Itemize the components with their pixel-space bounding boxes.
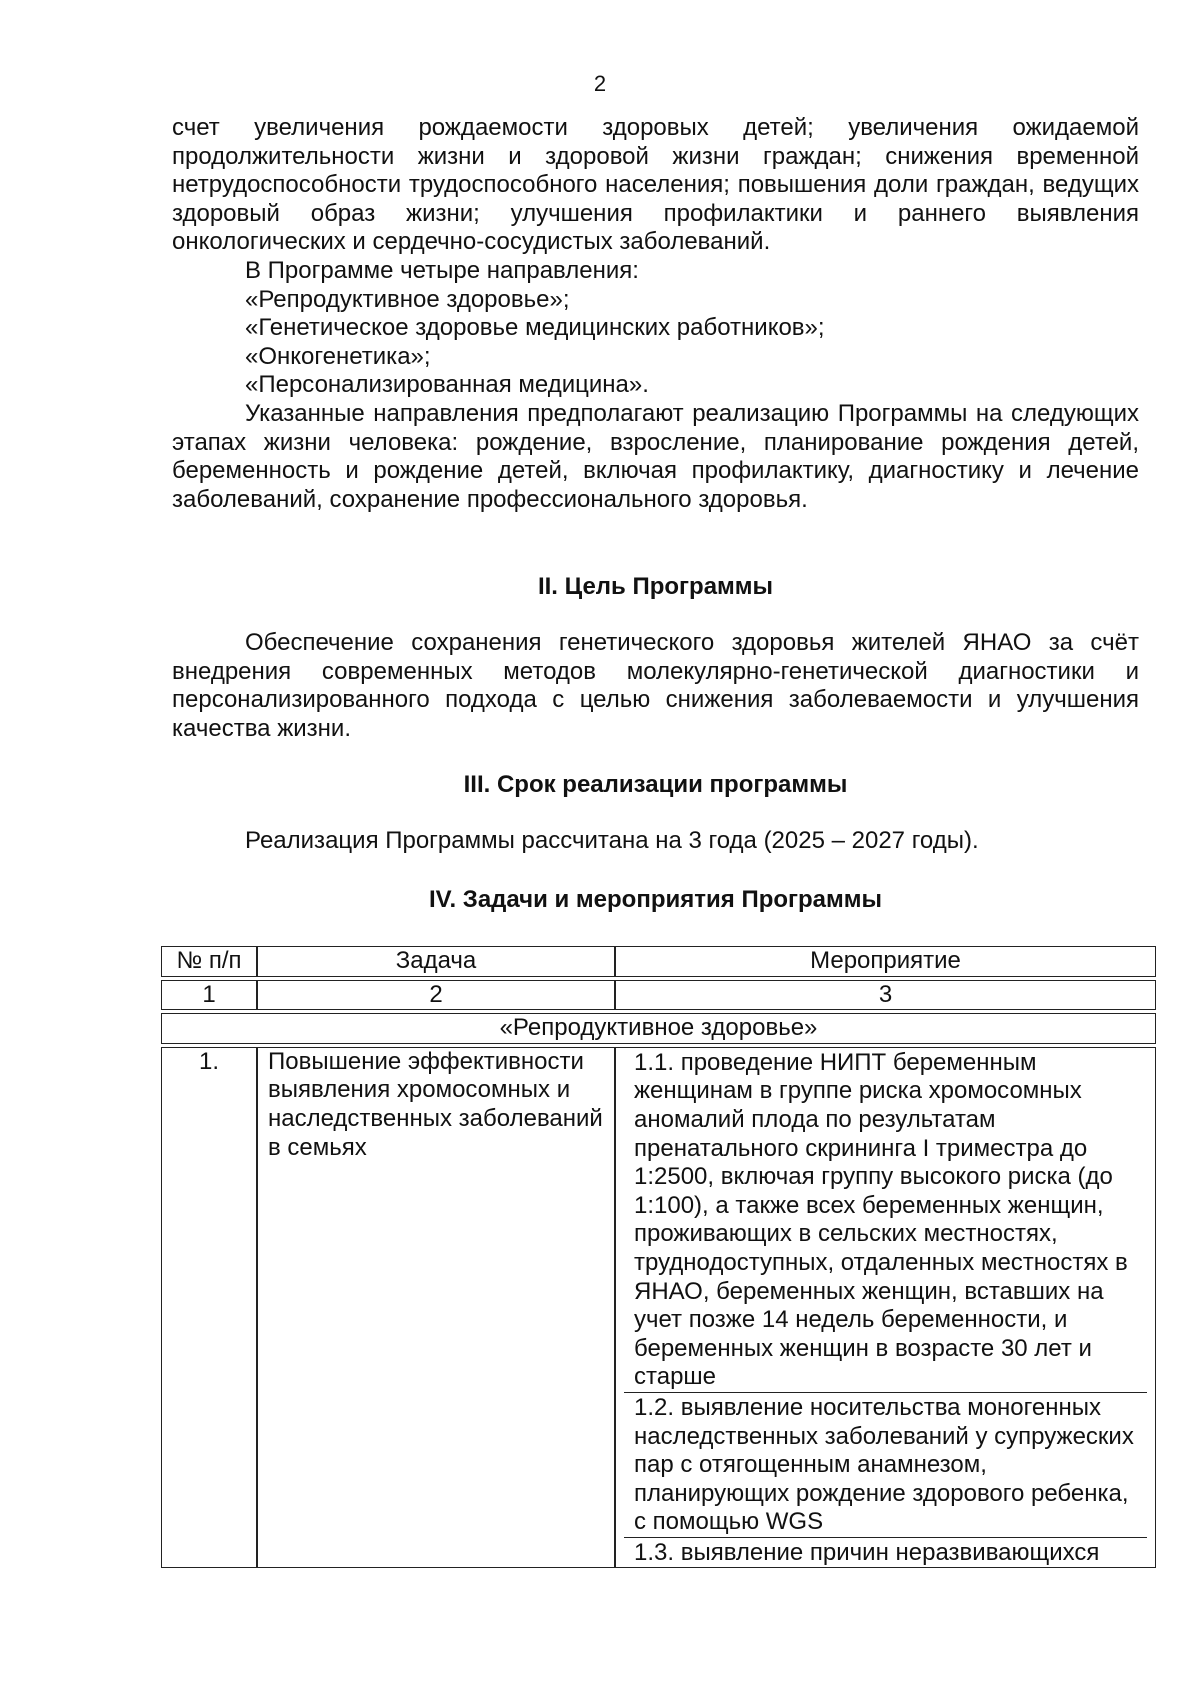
- direction-item: «Онкогенетика»;: [245, 342, 431, 370]
- header-task: Задача: [257, 946, 615, 977]
- header-num: № п/п: [161, 946, 257, 977]
- section-4-heading: IV. Задачи и мероприятия Программы: [428, 886, 883, 913]
- section-3-heading: III. Срок реализации программы: [463, 771, 848, 798]
- stages-paragraph: Указанные направления предполагают реализацию Программы на следующих этапах жизни человека: рождение, взросление, планирование рождения детей, беременность и рождение детей, включая профилактику, диагностику и лечение заболеваний, сохранение профессионального здоровья.: [172, 399, 1139, 513]
- intro-block: [172, 114, 1139, 514]
- activity-item: 1.3. выявление причин неразвивающихся: [634, 1538, 1100, 1566]
- column-number: 2: [257, 980, 615, 1011]
- activity-item: 1.1. проведение НИПТ беременным женщинам в группе риска хромосомных аномалий плода по результатам пренатального скрининга I триместра до 1:2500, включая группу высокого риска (до 1:100), а также всех беременных женщин, проживающих в сельских местностях, труднодоступных, отдаленных местностях в ЯНАО, беременных женщин, вставших на учет позже 14 недель беременности, и беременных женщин в возрасте 30 лет и старше: [624, 1048, 1147, 1393]
- column-number: 1: [161, 980, 257, 1011]
- term-paragraph: Реализация Программы рассчитана на 3 года (2025 – 2027 годы).: [245, 827, 979, 854]
- header-activity: Мероприятие: [615, 946, 1156, 977]
- directions-intro: В Программе четыре направления:: [245, 256, 639, 284]
- table-number-row: [161, 980, 1156, 1011]
- activity-item: 1.2. выявление носительства моногенных наследственных заболеваний у супружеских пар с отягощенным анамнезом, планирующих рождение здорового ребенка, с помощью WGS: [624, 1393, 1147, 1538]
- direction-item: «Генетическое здоровье медицинских работников»;: [245, 314, 825, 342]
- table-header-row: [161, 946, 1156, 977]
- section-2-heading: II. Цель Программы: [537, 573, 774, 600]
- direction-item: «Репродуктивное здоровье»;: [245, 285, 570, 313]
- intro-paragraph: счет увеличения рождаемости здоровых детей; увеличения ожидаемой продолжительности жизни и здоровой жизни граждан; снижения временной нетрудоспособности трудоспособного населения; повышения доли граждан, ведущих здоровый образ жизни; улучшения профилактики и раннего выявления онкологических и сердечно-сосудистых заболеваний.: [172, 114, 1139, 256]
- tasks-table: [161, 943, 1156, 1571]
- row-task: Повышение эффективности выявления хромосомных и наследственных заболеваний в семьях: [257, 1047, 615, 1569]
- goal-paragraph: Обеспечение сохранения генетического здоровья жителей ЯНАО за счёт внедрения современных методов молекулярно-генетической диагностики и персонализированного подхода с целью снижения заболеваемости и улучшения качества жизни.: [172, 629, 1139, 742]
- direction-item: «Персонализированная медицина».: [245, 371, 649, 399]
- section-2-body: [172, 629, 1139, 743]
- page-number: 2: [593, 71, 607, 96]
- group-title: «Репродуктивное здоровье»: [161, 1013, 1156, 1044]
- row-number: 1.: [161, 1047, 257, 1569]
- row-activities: [615, 1047, 1156, 1569]
- column-number: 3: [615, 980, 1156, 1011]
- table-row: [161, 1047, 1156, 1569]
- table-group-row: [161, 1013, 1156, 1044]
